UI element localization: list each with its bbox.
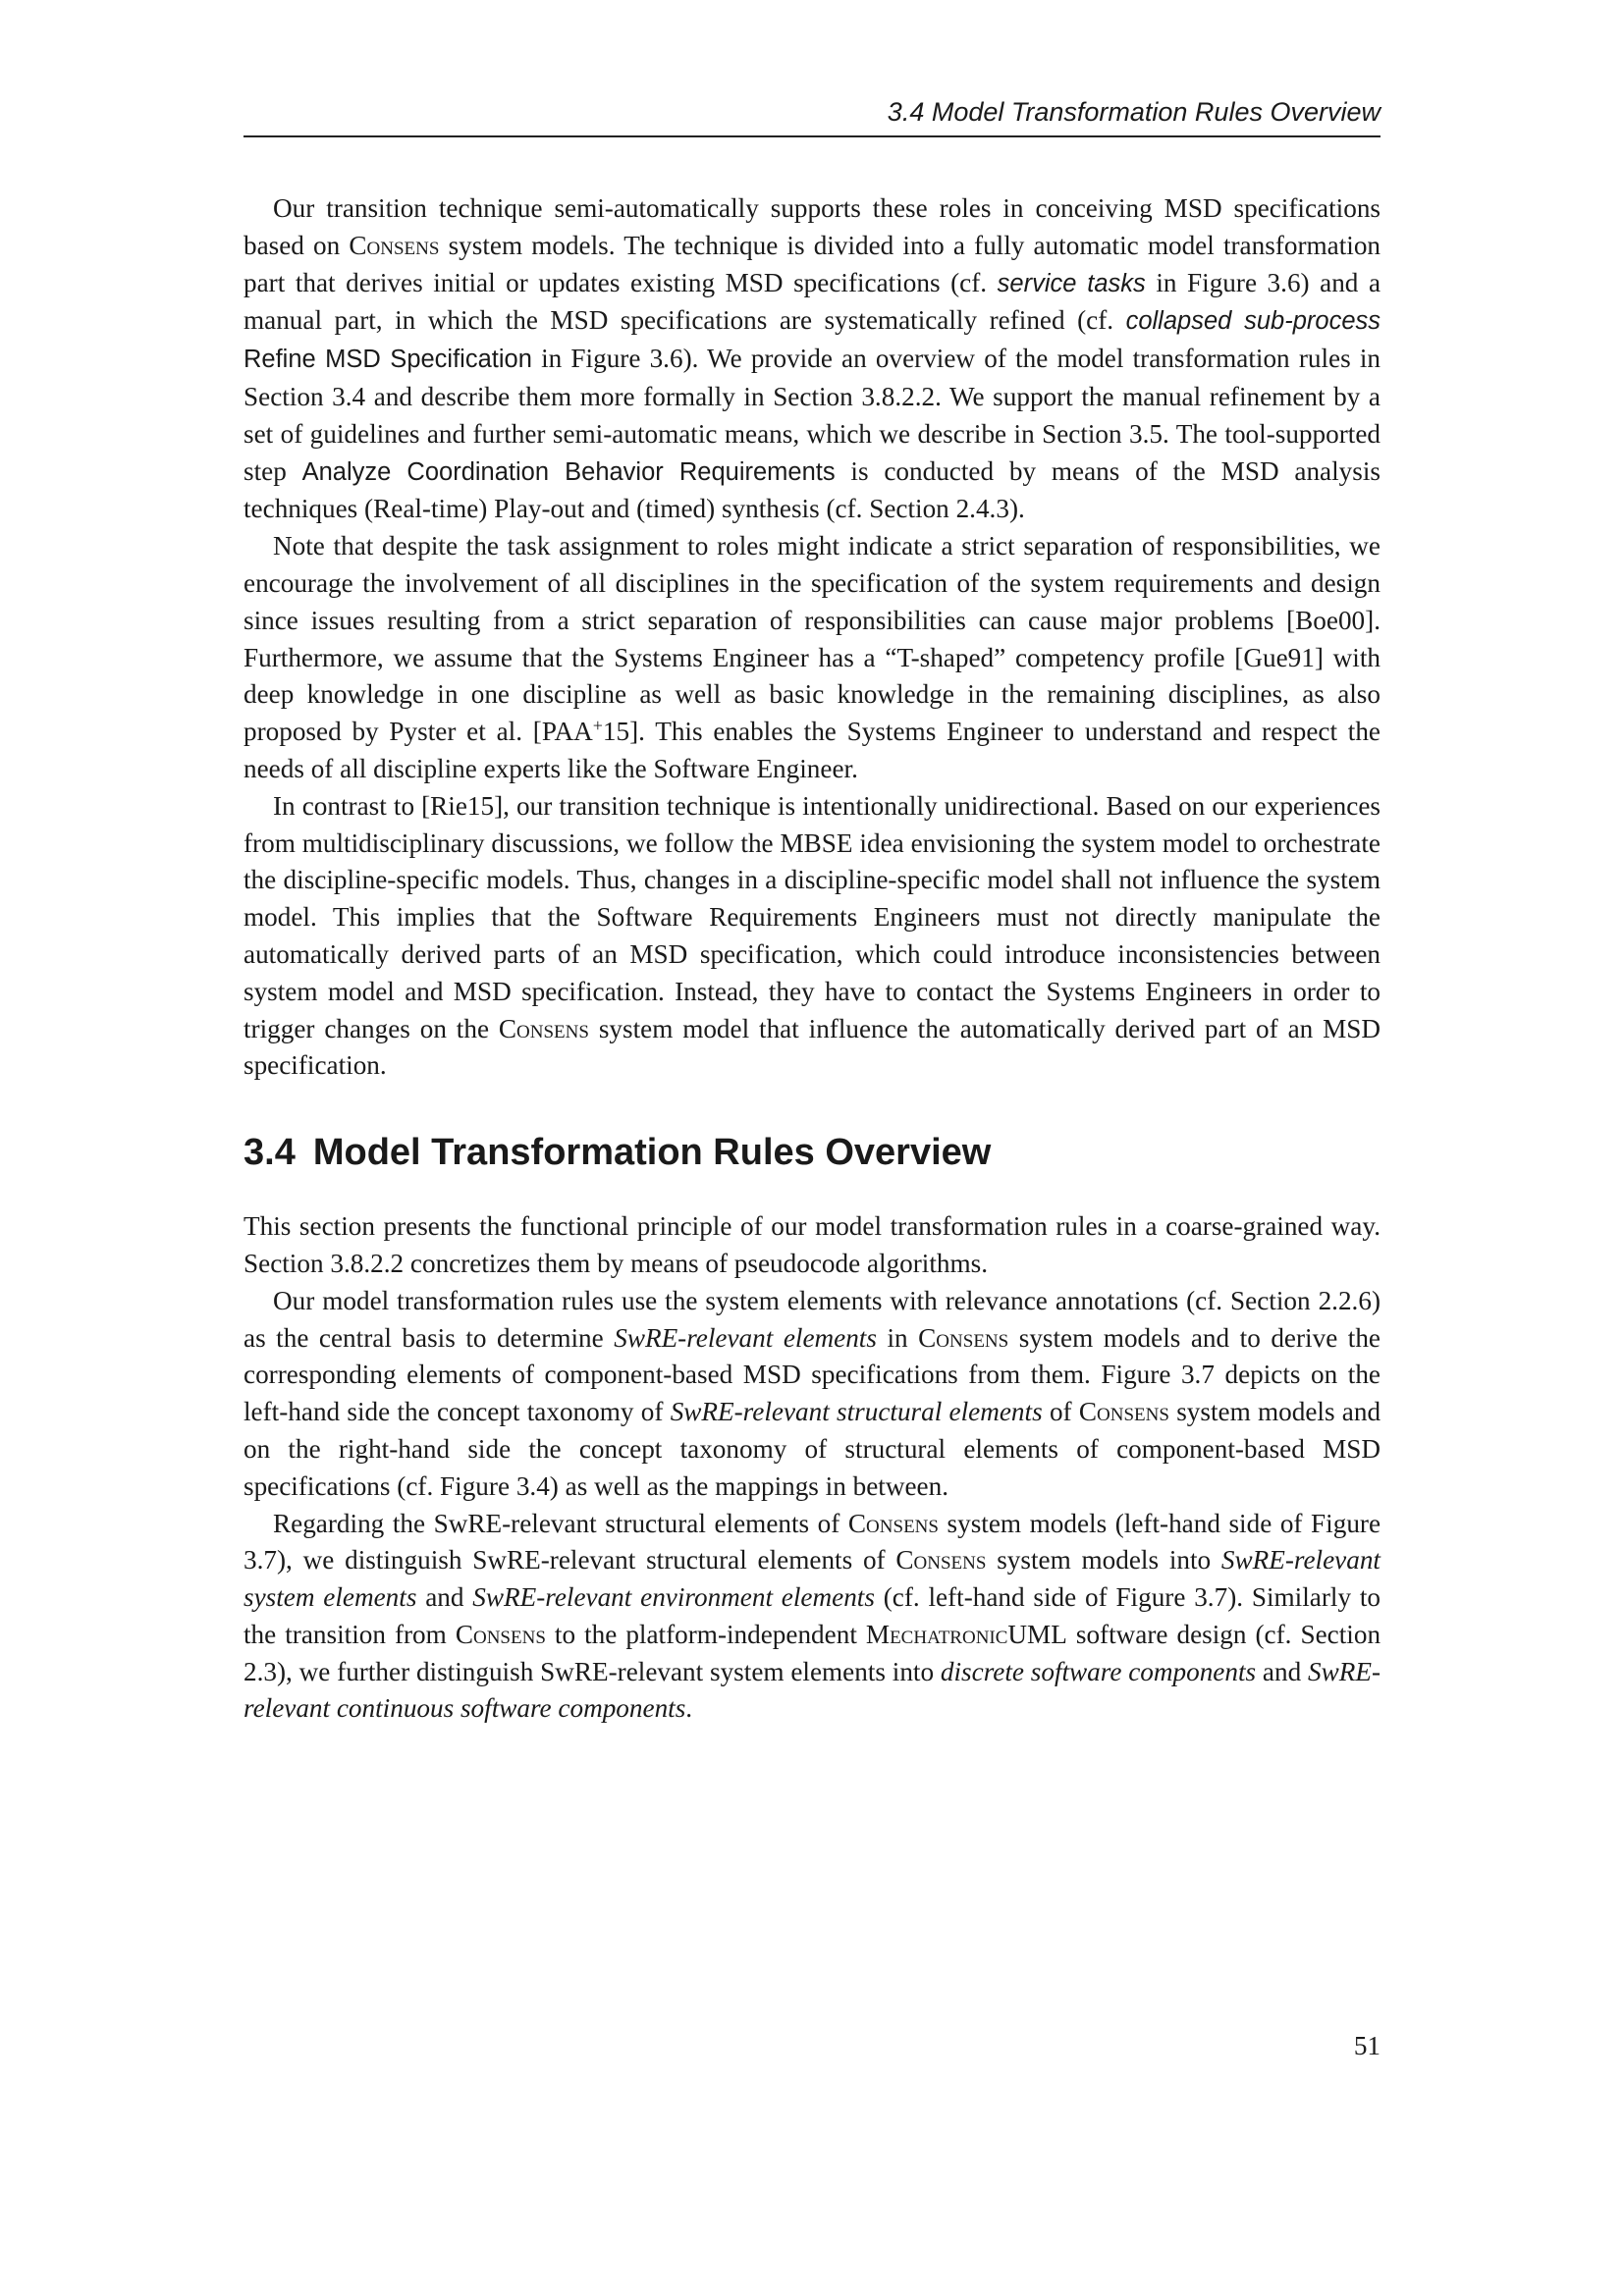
text-run: Our transition technique semi-automatically supports these roles in conceiving MSD specifications based on (244, 193, 1380, 260)
section-title: Model Transformation Rules Overview (312, 1132, 992, 1174)
text-run: to the platform-independent (554, 1619, 857, 1649)
paragraph-roles (244, 190, 1380, 528)
text-run: system models and to derive the corresponding elements of component-based MSD specifications from them. Figure 3.7 depicts on the left-hand side the concept taxonomy of (244, 1322, 1381, 1427)
text-run: In contrast to [Rie15], our transition technique is intentionally unidirectional. Based on our experiences from multidisciplinary discussions, we follow the MBSE idea envisioning the system model to orchestrate the discipline-specific models. Thus, changes in a discipline-specific model shall not influence the system model. This implies that the Software Requirements Engineers must not directly manipulate the automatically derived parts of an MSD specification, which could introduce inconsistencies between system model and MSD specification. Instead, they have to contact the Systems Engineers in order to trigger changes on the (244, 790, 1380, 1043)
paragraph-unidirectional (244, 788, 1380, 1085)
consens-name: Consens (895, 1545, 987, 1575)
term-swre-system-elements: SwRE-relevant system elements (244, 1545, 1380, 1613)
text-run: in Figure 3.6) and a manual part, in which the MSD specifications are systematically refined (cf. (244, 267, 1381, 336)
text-run: in Figure 3.6). We provide an overview of the model transformation rules in Section 3.4 and describe them more formally in Section 3.8.2.2. We support the manual refinement by a set of guidelines and further semi-automatic means, which we describe in Section 3.5. The tool-supported step (244, 344, 1381, 486)
term-collapsed-subprocess: collapsed sub-process (1125, 307, 1381, 336)
term-continuous-software-components: SwRE-relevant continuous software components (244, 1656, 1380, 1724)
text-run: Regarding the SwRE-relevant structural elements of (273, 1508, 840, 1538)
paragraph-structural-elements (244, 1506, 1380, 1729)
text-run: system model that influence the automatically derived part of an MSD specification. (244, 1013, 1381, 1081)
mechatronicuml-name: MechatronicUML (865, 1619, 1067, 1649)
term-analyze-coordination: Analyze Coordination Behavior Requirements (301, 457, 836, 486)
text-run: system models and on the right-hand side the concept taxonomy of structural elements of component-based MSD specifications (cf. Figure 3.4) as well as the mappings in between. (244, 1397, 1381, 1501)
term-swre-relevant-elements: SwRE-relevant elements (614, 1322, 877, 1353)
paragraph-transformation-rules (244, 1283, 1380, 1506)
superscript-plus: + (592, 716, 603, 736)
text-run: of (1049, 1397, 1072, 1427)
consens-name: Consens (918, 1322, 1009, 1353)
text-run: and (1262, 1656, 1302, 1686)
paragraph-responsibilities (244, 528, 1380, 788)
consens-name: Consens (455, 1619, 546, 1649)
text-run: software design (cf. Section 2.3), we further distinguish SwRE-relevant system elements into (244, 1619, 1381, 1686)
consens-name: Consens (1078, 1397, 1169, 1427)
text-run: (cf. left-hand side of Figure 3.7). Similarly to the transition from (244, 1582, 1380, 1649)
text-run: in (887, 1322, 908, 1353)
paragraph-section-intro (244, 1208, 1380, 1283)
section-number: 3.4 (244, 1132, 296, 1174)
text-run: and (425, 1582, 464, 1613)
body-text (244, 190, 1380, 1728)
page-number: 51 (1353, 2031, 1380, 2060)
term-discrete-software-components: discrete software components (940, 1656, 1257, 1686)
consens-name: Consens (349, 230, 440, 260)
term-service-tasks: service tasks (997, 269, 1146, 297)
section-heading (244, 1130, 1380, 1175)
text-run: This section presents the functional principle of our model transformation rules in a coarse-grained way. Section 3.8.2.2 concretizes them by means of pseudocode algorithms. (244, 1211, 1380, 1278)
text-run: Note that despite the task assignment to roles might indicate a strict separation of responsibilities, we encourage the involvement of all disciplines in the specification of the system requirements and design since issues resulting from a strict separation of responsibilities can cause major problems [Boe00]. Furthermore, we assume that the Systems Engineer has a “T-shaped” competency profile [Gue91] with deep knowledge in one discipline as well as basic knowledge in the remaining disciplines, as also proposed by Pyster et al. [PAA (244, 531, 1380, 747)
consens-name: Consens (847, 1508, 939, 1538)
text-run: is conducted by means of the MSD analysis techniques (Real-time) Play-out and (timed) synthesis (cf. Section 2.4.3). (244, 455, 1380, 524)
text-run: system models. The technique is divided into a fully automatic model transformation part that derives initial or updates existing MSD specifications (cf. (244, 230, 1381, 297)
running-header: 3.4 Model Transformation Rules Overview (244, 94, 1380, 137)
term-refine-msd: Refine MSD Specification (244, 346, 532, 374)
text-run: . (685, 1693, 693, 1724)
text-run: 15]. This enables the Systems Engineer to understand and respect the needs of all discipline experts like the Software Engineer. (244, 717, 1381, 783)
text-run: Our model transformation rules use the system elements with relevance annotations (cf. Section 2.2.6) as the central basis to determine (244, 1285, 1380, 1353)
consens-name: Consens (498, 1013, 589, 1043)
term-swre-structural-elements: SwRE-relevant structural elements (670, 1397, 1043, 1427)
text-run: system models (left-hand side of Figure 3.7), we distinguish SwRE-relevant structural elements of (244, 1508, 1381, 1575)
text-run: system models into (997, 1545, 1212, 1575)
term-swre-environment-elements: SwRE-relevant environment elements (472, 1582, 875, 1613)
